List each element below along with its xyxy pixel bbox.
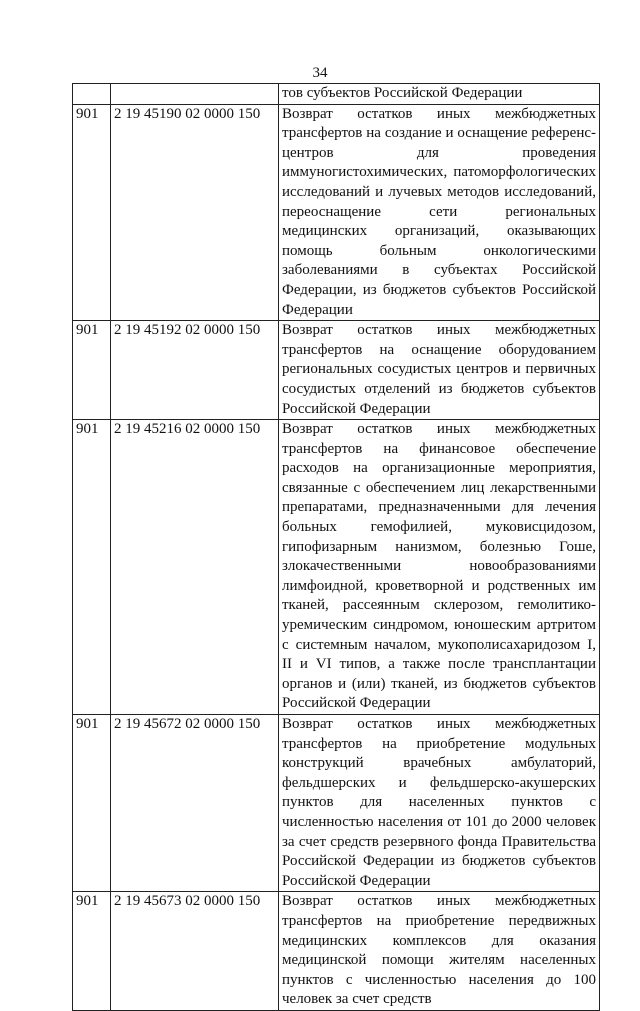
description-cell: Возврат остатков иных межбюджетных трансфертов на приобретение передвижных медицинских комплексов для оказания медицинской помощи жителям населенных пунктов с численностью населения до 100 человек за счет средств bbox=[279, 892, 600, 1011]
table-row bbox=[73, 892, 600, 1011]
description-cell: Возврат остатков иных межбюджетных трансфертов на финансовое обеспечение расходов на организационные мероприятия, связанные с обеспечением лиц лекарственными препаратами, предназначенными для лечения больных гемофилией, муковисцидозом, гипофизарным нанизмом, болезнью Гоше, злокачественными новообразованиями лимфоидной, кроветворной и родственных им тканей, рассеянным склерозом, гемолитико-уремическим синдромом, юношеским артритом с системным началом, мукополисахаридозом I, II и VI типов, а также после трансплантации органов и (или) тканей, из бюджетов субъектов Российской Федерации bbox=[279, 420, 600, 715]
kbk-cell bbox=[111, 84, 279, 105]
admin-code-cell: 901 bbox=[73, 892, 111, 1011]
description-cell: Возврат остатков иных межбюджетных трансфертов на создание и оснащение референс-центров для проведения иммуногистохимических, патоморфологических исследований и лучевых методов исследований, переоснащение сети региональных медицинских организаций, оказывающих помощь больным онкологическими заболеваниями в субъектах Российской Федерации, из бюджетов субъектов Российской Федерации bbox=[279, 104, 600, 321]
table-row-continuation bbox=[73, 84, 600, 105]
admin-code-cell bbox=[73, 84, 111, 105]
kbk-cell: 2 19 45216 02 0000 150 bbox=[111, 420, 279, 715]
description-cell: Возврат остатков иных межбюджетных трансфертов на приобретение модульных конструкций врачебных амбулаторий, фельдшерских и фельдшерско-акушерских пунктов для населенных пунктов с численностью населения от 101 до 2000 человек за счет средств резервного фонда Правительства Российской Федерации из бюджетов субъектов Российской Федерации bbox=[279, 715, 600, 892]
admin-code-cell: 901 bbox=[73, 420, 111, 715]
kbk-cell: 2 19 45672 02 0000 150 bbox=[111, 715, 279, 892]
budget-classification-table bbox=[72, 83, 600, 1011]
admin-code-cell: 901 bbox=[73, 104, 111, 321]
page-number: 34 bbox=[312, 65, 328, 81]
description-cell: Возврат остатков иных межбюджетных трансфертов на оснащение оборудованием региональных сосудистых центров и первичных сосудистых отделений из бюджетов субъектов Российской Федерации bbox=[279, 321, 600, 420]
table-row bbox=[73, 321, 600, 420]
table-row bbox=[73, 715, 600, 892]
table-row bbox=[73, 420, 600, 715]
description-cell: тов субъектов Российской Федерации bbox=[279, 84, 600, 105]
kbk-cell: 2 19 45190 02 0000 150 bbox=[111, 104, 279, 321]
admin-code-cell: 901 bbox=[73, 321, 111, 420]
kbk-cell: 2 19 45192 02 0000 150 bbox=[111, 321, 279, 420]
table-row bbox=[73, 104, 600, 321]
admin-code-cell: 901 bbox=[73, 715, 111, 892]
kbk-cell: 2 19 45673 02 0000 150 bbox=[111, 892, 279, 1011]
